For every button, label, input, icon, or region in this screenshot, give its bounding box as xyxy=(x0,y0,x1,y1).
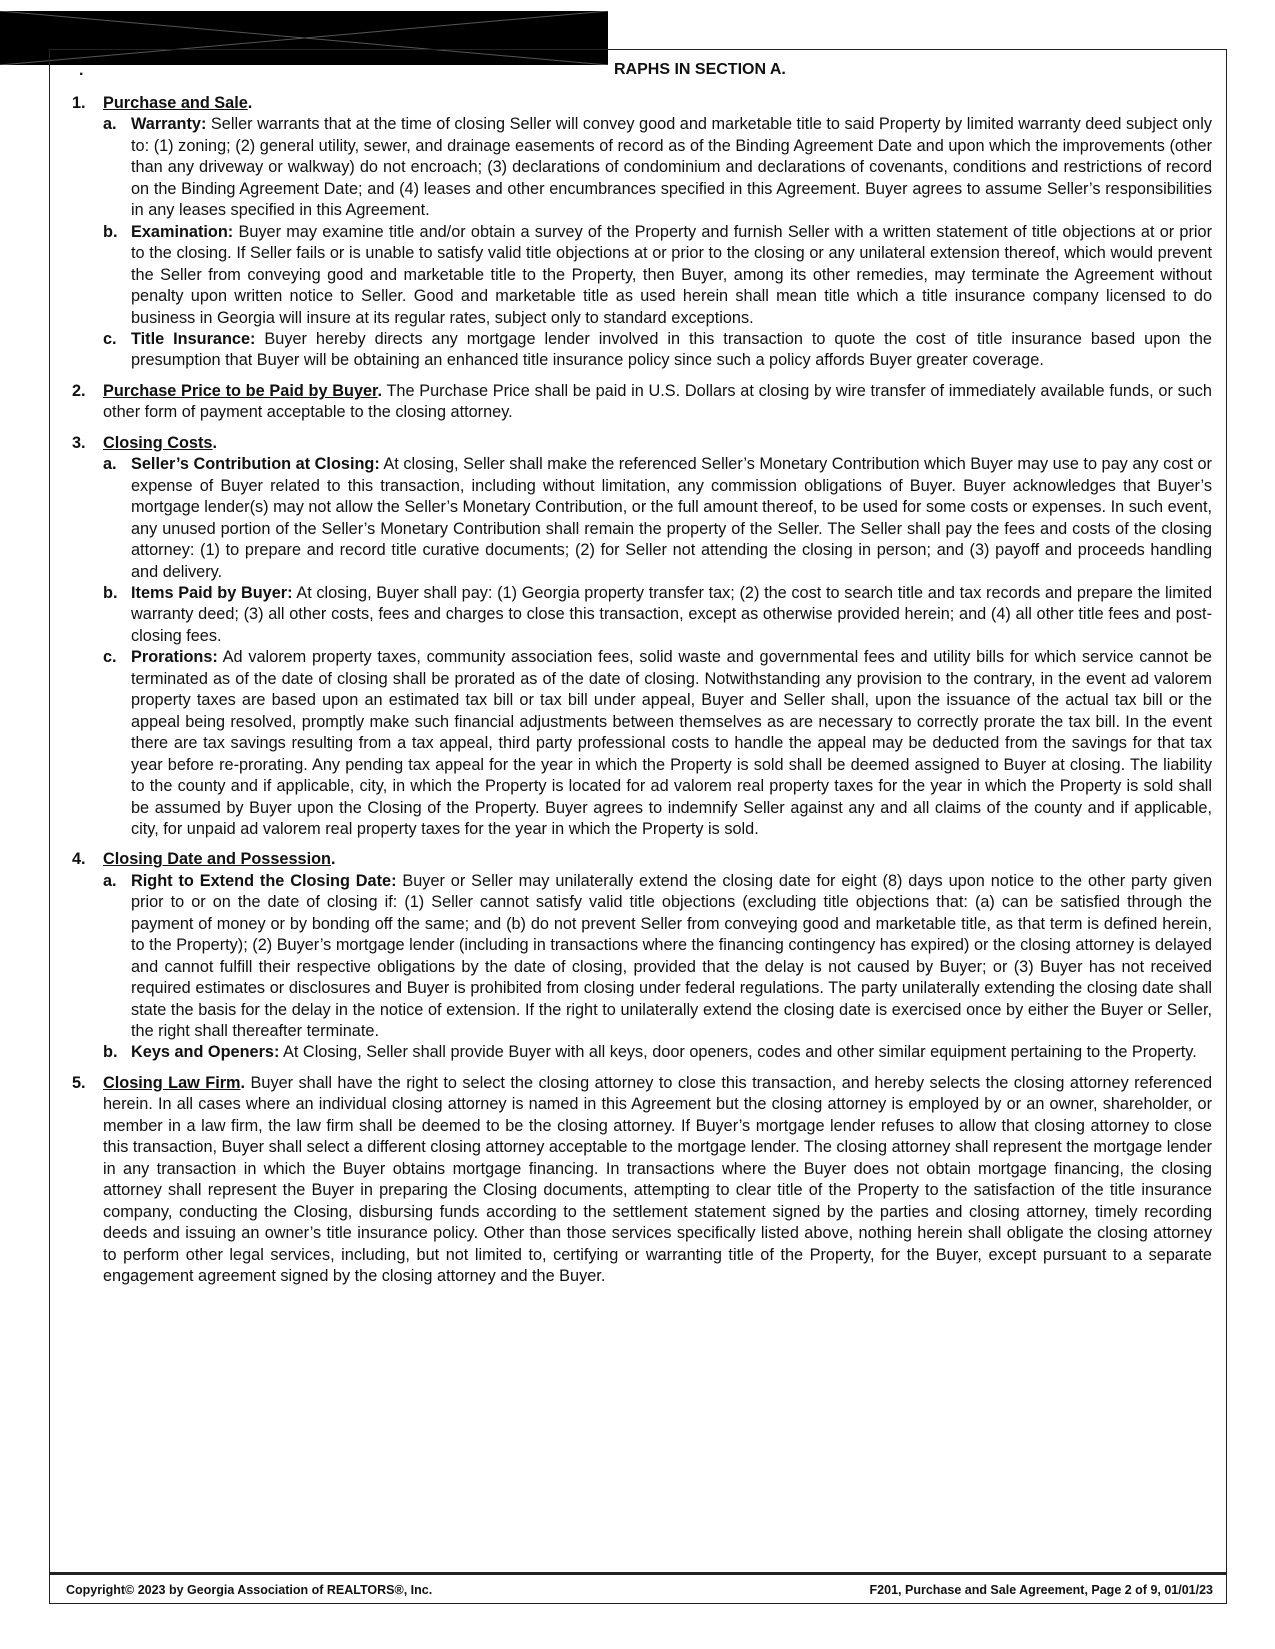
subsection-text: At closing, Buyer shall pay: (1) Georgia property transfer tax; (2) the cost to search title and tax records and prepare the limited warranty deed; (3) all other costs, fees and charges to close this transaction, except as otherwise provided herein; and (4) all other title fees and post-closing fees. xyxy=(131,583,1213,645)
subsection-title: Warranty: xyxy=(131,115,207,134)
subsection-text: Seller warrants that at the time of closing Seller will convey good and marketable title to said Property by limited warranty deed subject only to: (1) zoning; (2) general utility, sewer, and drainage easements of record as of the Binding Agreement Date and upon which the improvements (other than any driveway or walkway) do not encroach; (3) declarations of condominium and declarations of covenants, conditions and restrictions of record on the Binding Agreement Date; and (4) leases and other encumbrances specified in this Agreement. Buyer agrees to assume Seller’s responsibilities in any leases specified in this Agreement. xyxy=(131,115,1212,220)
subsection-1-c xyxy=(103,329,1212,372)
subsection-letter: a. xyxy=(103,455,117,474)
subsection-text: Buyer hereby directs any mortgage lender involved in this transaction to quote the cost of title insurance based upon the presumption that Buyer will be obtaining an enhanced title insurance policy since such a policy affords Buyer greater coverage. xyxy=(131,329,1212,370)
subsection-letter: c. xyxy=(103,329,117,348)
subsection-letter: c. xyxy=(103,648,117,667)
subsection-3-c xyxy=(103,647,1212,840)
subsection-letter: b. xyxy=(103,222,118,241)
section-title: Closing Law Firm xyxy=(103,1073,241,1092)
subsection-letter: a. xyxy=(103,871,117,890)
section-title-suffix: . xyxy=(331,850,336,869)
subsection-text: At closing, Seller shall make the referenced Seller’s Monetary Contribution which Buyer may use to pay any cost or expense of Buyer related to this transaction, including without limitation, any commission obligations of Buyer. Buyer acknowledges that Buyer’s mortgage lender(s) may not allow the Seller’s Monetary Contribution, or the full amount thereof, to be used for some costs or expenses. In such event, any unused portion of the Seller’s Monetary Contribution shall remain the property of the Seller. The Seller shall pay the fees and costs of the closing attorney: (1) to prepare and record title curative documents; (2) for Seller not attending the closing in person; and (3) payoff and proceeds handling and delivery. xyxy=(131,455,1212,581)
section-number: 3. xyxy=(72,433,86,452)
subsection-title: Keys and Openers: xyxy=(131,1043,280,1062)
subsection-letter: b. xyxy=(103,1043,118,1062)
section-paragraph xyxy=(103,1073,1212,1288)
subsection-text: Ad valorem property taxes, community association fees, solid waste and governmental fees and utility bills for which service cannot be terminated as of the date of closing shall be prorated as of the date of closing. Notwithstanding any provision to the contrary, in the event ad valorem property taxes are based upon an estimated tax bill or tax bill under appeal, Buyer and Seller shall, upon the issuance of the actual tax bill or the appeal being resolved, promptly make such financial adjustments between themselves as are necessary to correctly prorate the tax bill. In the event there are tax savings resulting from a tax appeal, third party professional costs to handle the appeal may be deducted from the savings for that tax year before re-prorating. Any pending tax appeal for the year in which the Property is sold shall be deemed assigned to Buyer at closing. The liability to the county and if applicable, city, in which the Property is located for ad valorem real property taxes for the year in which the Property is sold shall be assumed by Buyer upon the Closing of the Property. Buyer agrees to indemnify Seller against any and all claims of the county and if applicable, city, for unpaid ad valorem real property taxes for the year in which the Property is sold. xyxy=(131,648,1212,838)
subsection-title: Examination: xyxy=(131,222,234,241)
section-title: Closing Date and Possession xyxy=(103,850,331,869)
subsection-text: At Closing, Seller shall provide Buyer with all keys, door openers, codes and other similar equipment pertaining to the Property. xyxy=(279,1043,1197,1062)
copyright-notice: Copyright© 2023 by Georgia Association of REALTORS®, Inc. xyxy=(66,1583,433,1597)
section-number: 1. xyxy=(72,94,86,112)
subsection-4-b xyxy=(103,1042,1212,1063)
section-heading: RAPHS IN SECTION A. xyxy=(614,61,786,78)
section-2 xyxy=(72,381,1212,424)
section-body-text: Buyer shall have the right to select the closing attorney to close this transaction, and hereby selects the closing attorney referenced herein. In all cases where an individual closing attorney is named in this Agreement but the closing attorney is employed by or an owner, shareholder, or member in a law firm, the law firm shall be deemed to be the closing attorney. If Buyer’s mortgage lender refuses to allow that closing attorney to close this transaction, Buyer shall select a different closing attorney acceptable to the mortgage lender. The closing attorney shall represent the mortgage lender in any transaction in which the Buyer obtains mortgage financing. In transactions where the Buyer does not obtain mortgage financing, the closing attorney shall represent the Buyer in preparing the Closing documents, attempting to clear title of the Property to the satisfaction of the title insurance company, conducting the Closing, disbursing funds according to the settlement statement signed by the parties and closing attorney, timely recording deeds and issuing an owner’s title insurance policy. Other than those services specifically listed above, nothing herein shall obligate the closing attorney to perform other legal services, including, but not limited to, certifying or warranting title of the Property, for the Buyer, except pursuant to a separate engagement agreement signed by the closing attorney and the Buyer. xyxy=(103,1073,1212,1286)
form-page-info: F201, Purchase and Sale Agreement, Page 2 of 9, 01/01/23 xyxy=(869,1583,1213,1597)
section-3 xyxy=(72,433,1212,841)
footer-rule xyxy=(49,1572,1227,1575)
section-paragraph xyxy=(103,849,1212,870)
subsection-3-a xyxy=(103,454,1212,583)
subsection-title: Items Paid by Buyer: xyxy=(131,583,293,602)
section-title: Purchase and Sale xyxy=(103,94,248,112)
subsection-text: Buyer or Seller may unilaterally extend the closing date for eight (8) days upon notice to the other party given prior to or on the date of closing if: (1) Seller cannot satisfy valid title objections (excluding title objections that: (a) can be satisfied through the payment of money or by bonding off the same; and (b) do not prevent Seller from conveying good and marketable title, as that term is defined herein, to the Property); (2) Buyer’s mortgage lender (including in transactions where the financing contingency has expired) or the closing attorney is delayed and cannot fulfill their respective obligations by the date of closing, provided that the delay is not caused by Buyer; or (3) Buyer has not received required estimates or disclosures and Buyer is prohibited from closing under federal regulations. The party unilaterally extending the closing date shall state the basis for the delay in the notice of extension. If the right to unilaterally extend the closing date is exercised once by either the Buyer or Seller, the right shall thereafter terminate. xyxy=(131,871,1212,1041)
subsection-4-a xyxy=(103,871,1212,1043)
section-title: Purchase Price to be Paid by Buyer xyxy=(103,381,378,400)
subsection-title: Right to Extend the Closing Date: xyxy=(131,871,397,890)
section-1 xyxy=(72,93,1212,372)
subsection-3-b xyxy=(103,583,1212,647)
section-number: 5. xyxy=(72,1073,86,1092)
section-paragraph xyxy=(103,381,1212,424)
subsection-1-b xyxy=(103,222,1212,329)
section-4 xyxy=(72,849,1212,1064)
section-title-suffix: . xyxy=(377,381,383,400)
section-5 xyxy=(72,1073,1212,1288)
section-paragraph xyxy=(103,93,1212,114)
header-mark: . xyxy=(79,62,84,79)
section-title-suffix: . xyxy=(212,433,217,452)
agreement-body xyxy=(72,93,1212,1287)
section-paragraph xyxy=(103,433,1212,454)
section-number: 2. xyxy=(72,381,86,400)
subsection-text: Buyer may examine title and/or obtain a survey of the Property and furnish Seller with a written statement of title objections at or prior to the closing. If Seller fails or is unable to satisfy valid title objections at or prior to the closing or any unilateral extension thereof, which would prevent the Seller from conveying good and marketable title to the Property, then Buyer, among its other remedies, may terminate the Agreement without penalty upon written notice to Seller. Good and marketable title as used herein shall mean title which a title insurance company licensed to do business in Georgia will insure at its regular rates, subject only to standard exceptions. xyxy=(131,222,1212,327)
subsection-letter: b. xyxy=(103,583,118,602)
section-body-text: The Purchase Price shall be paid in U.S. Dollars at closing by wire transfer of immediately available funds, or such other form of payment acceptable to the closing attorney. xyxy=(103,381,1212,422)
subsection-title: Seller’s Contribution at Closing: xyxy=(131,455,380,474)
section-number: 4. xyxy=(72,850,86,869)
subsection-title: Title Insurance: xyxy=(131,329,256,348)
subsection-1-a xyxy=(103,114,1212,221)
section-title: Closing Costs xyxy=(103,433,213,452)
subsection-title: Prorations: xyxy=(131,648,218,667)
section-title-suffix: . xyxy=(247,94,253,112)
subsection-letter: a. xyxy=(103,115,117,134)
section-title-suffix: . xyxy=(240,1073,246,1092)
